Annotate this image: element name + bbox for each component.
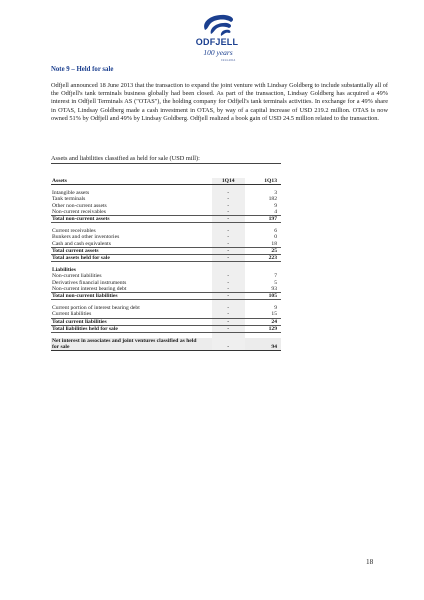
section-label: Liabilities: [52, 267, 76, 274]
row-value-1q13: 105: [245, 293, 281, 300]
row-value-1q13: 0: [274, 234, 277, 241]
row-value-1q13: 9: [274, 305, 277, 312]
row-value-1q14: -: [212, 280, 245, 286]
row-label: Intangible assets: [52, 190, 90, 197]
table-caption: Assets and liabilities classified as held for sale (USD mill):: [51, 155, 281, 164]
row-label: Current receivables: [52, 228, 96, 235]
table-row: [51, 286, 281, 293]
row-value-1q14: -: [212, 247, 245, 254]
row-value-1q13: 15: [271, 311, 277, 318]
table-row: [51, 241, 281, 248]
row-value-1q14: -: [212, 273, 245, 279]
row-value-1q14: -: [212, 234, 245, 240]
row-label: Derivatives financial instruments: [52, 279, 127, 286]
row-value-1q14: -: [212, 325, 245, 332]
row-value-1q14: -: [212, 305, 245, 311]
row-value-1q14: -: [212, 311, 245, 318]
logo-name: ODFJELL: [195, 37, 239, 47]
note-paragraph: Odfjell announced 18 June 2013 that the transaction to expand the joint venture with Lindsay Goldberg to include substantially all of the Odfjell's tank terminals business globally had been closed. As part of the transaction, Lindsay Goldberg has acquired a 49% interest in Odfjell Terminals AS ("OTAS"), the holding company for Odfjell's tank terminals activities. In exchange for a 49% share in OTAS, Lindsay Goldberg made a cash investment in OTAS, by way of a capital increase of USD 219.2 million. OTAS is now owned 51% by Odfjell and 49% by Lindsay Goldberg. Odfjell realized a book gain of USD 24.5 million related to the transaction.: [51, 82, 388, 122]
row-value-1q14: -: [212, 286, 245, 293]
row-value-1q14: -: [212, 344, 245, 351]
row-value-1q13: 7: [274, 273, 277, 280]
row-value-1q14: -: [212, 203, 245, 209]
table-total-row: [51, 293, 281, 300]
row-value-1q13: 3: [274, 190, 277, 197]
row-value-1q13: 93: [271, 285, 277, 292]
row-value-1q13: 18: [271, 240, 277, 247]
table-total-row: [51, 325, 281, 332]
row-value-1q14: -: [212, 241, 245, 248]
table-total-row: [51, 247, 281, 254]
row-value-1q14: -: [212, 216, 245, 223]
row-label: Total non-current liabilities: [51, 293, 212, 300]
row-label: Current liabilities: [52, 311, 92, 318]
row-value-1q14: -: [212, 196, 245, 202]
row-value-1q14: -: [212, 318, 245, 325]
row-label: Total liabilities held for sale: [51, 325, 212, 332]
logo-years: 100 years: [203, 48, 233, 57]
row-value-1q13: 9: [274, 202, 277, 209]
table-total-row: [51, 216, 281, 223]
row-value-1q13: 24: [245, 318, 281, 325]
row-value-1q14: -: [212, 255, 245, 262]
row-label: Tank terminals: [52, 196, 86, 203]
odfjell-logo: [191, 10, 243, 65]
table-total-row: [51, 318, 281, 325]
table-row: [51, 209, 281, 216]
row-label: Total current liabilities: [51, 318, 212, 325]
table-net-interest-row: [51, 344, 281, 351]
row-value-1q13: 182: [268, 196, 277, 203]
table-total-row: [51, 255, 281, 262]
row-value-1q13: 197: [245, 216, 281, 223]
row-label: Bunkers and other inventories: [52, 234, 120, 241]
row-label: Non-current receivables: [52, 208, 106, 215]
row-value-1q13: 5: [274, 279, 277, 286]
row-value-1q13: 25: [245, 247, 281, 254]
row-value-1q13: 94: [245, 344, 281, 351]
row-label: Net interest in associates and joint ventures classified as held: [51, 338, 212, 344]
row-label: Non-current interest bearing debt: [52, 285, 127, 292]
row-value-1q13: 129: [245, 325, 281, 332]
row-value-1q13: 4: [274, 208, 277, 215]
page-number: 18: [366, 558, 374, 566]
row-label: Other non-current assets: [52, 202, 107, 209]
note-title: Note 9 – Held for sale: [51, 66, 114, 73]
row-value-1q14: -: [212, 228, 245, 234]
row-value-1q14: -: [212, 293, 245, 300]
row-label: Current portion of interest bearing debt: [52, 305, 140, 312]
header-col-1q14: 1Q14: [212, 178, 245, 185]
row-label: Total non-current assets: [51, 216, 212, 223]
header-label: Assets: [51, 178, 212, 185]
row-label: Non-current liabilities: [52, 273, 102, 280]
row-value-1q13: 6: [274, 228, 277, 235]
table-header-row: [51, 178, 281, 185]
row-label: Total current assets: [51, 247, 212, 254]
row-value-1q14: -: [212, 190, 245, 196]
odfjell-swirl-icon: [191, 10, 243, 38]
logo-sub: 1914-2014: [221, 58, 236, 62]
row-label: Cash and cash equivalents: [52, 240, 111, 247]
held-for-sale-table: [51, 178, 281, 351]
row-value-1q13: 223: [245, 255, 281, 262]
row-label: Total assets held for sale: [51, 255, 212, 262]
row-value-1q14: -: [212, 209, 245, 216]
row-label: for sale: [51, 344, 212, 351]
header-col-1q13: 1Q13: [245, 178, 281, 185]
table-row: [51, 311, 281, 318]
